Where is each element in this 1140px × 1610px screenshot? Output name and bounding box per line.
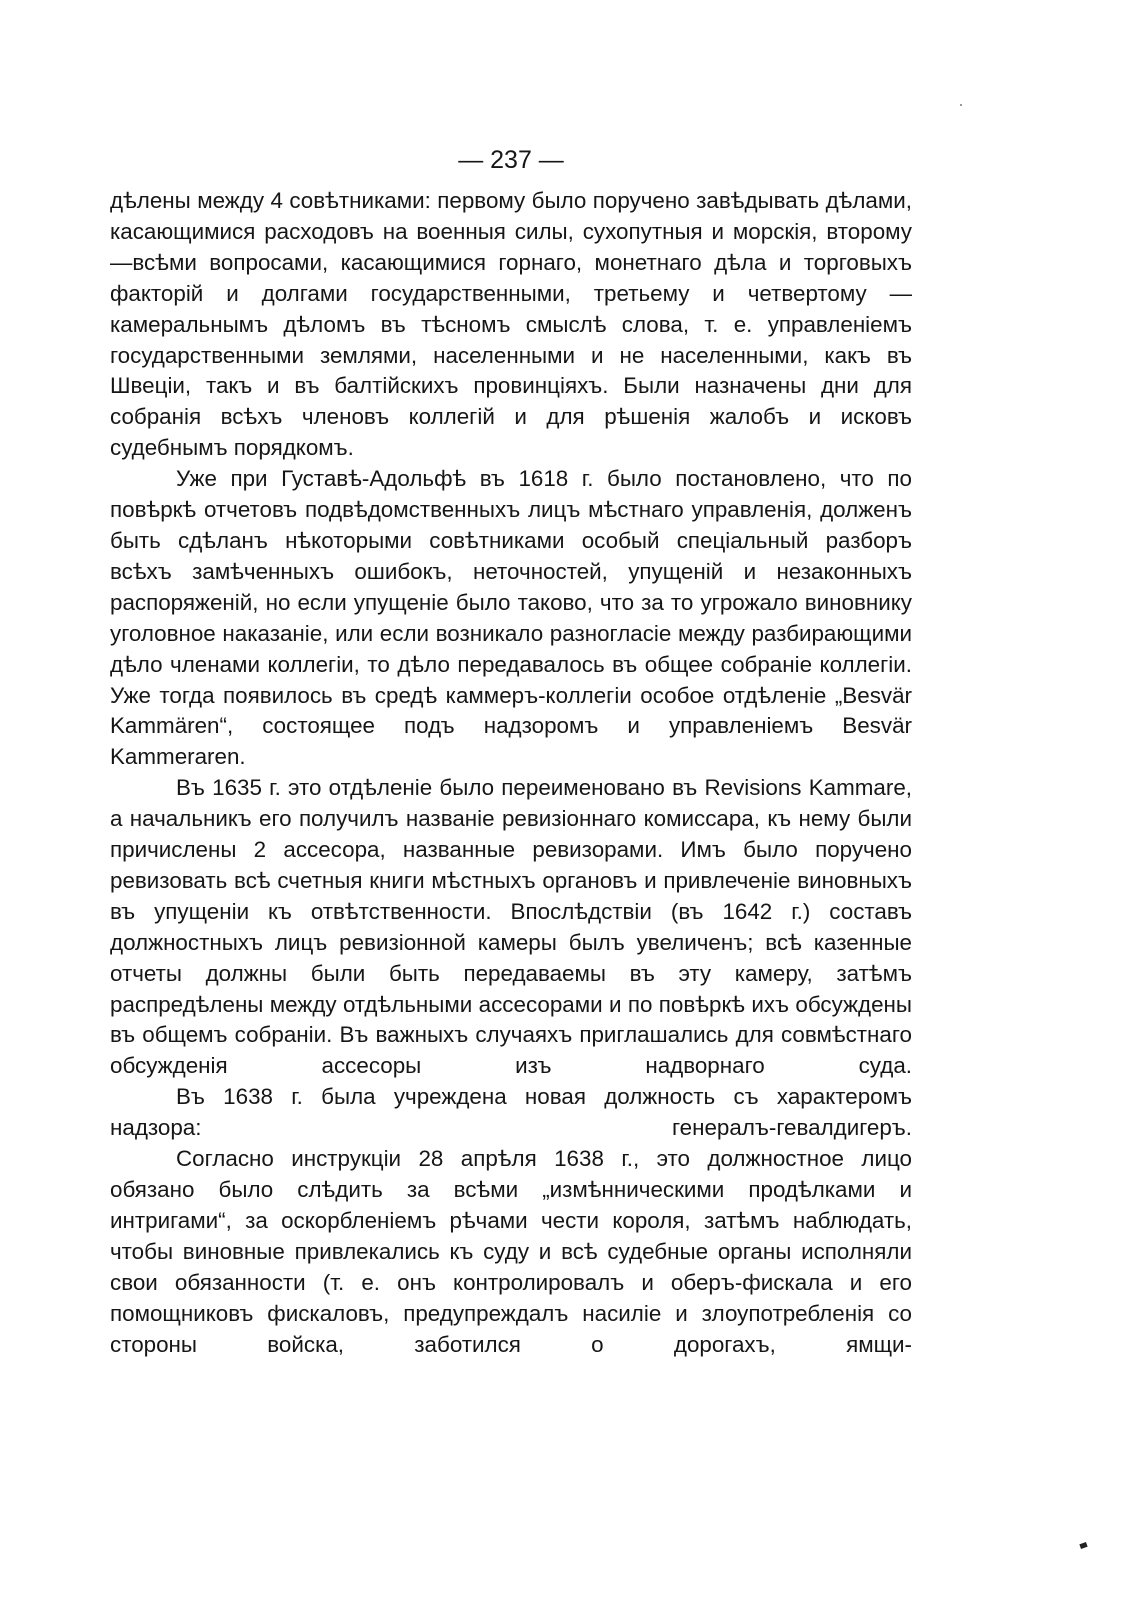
- paragraph-5: Согласно инструкціи 28 апрѣля 1638 г., это должностное лицо обязано было слѣдить за всѣми „измѣнническими продѣлками и интригами“, за оскорбленіемъ рѣчами чести короля, затѣмъ наблюдать, чтобы виновные привлекались къ суду и всѣ судебные органы исполняли свои обязанности (т. е. онъ контролировалъ и оберъ-фискала и его помощниковъ фискаловъ, предупреждалъ насиліе и злоупотребленія со стороны войска, заботился о дорогахъ, ямщи-: [110, 1146, 912, 1357]
- scan-speck: [960, 104, 962, 106]
- page-number: — 237 —: [458, 146, 564, 174]
- scan-speck: [1079, 1542, 1087, 1549]
- paragraph-4: Въ 1638 г. была учреждена новая должность съ характеромъ надзора: генералъ-гевалдигеръ.: [110, 1084, 912, 1141]
- paragraph-2: Уже при Густавѣ-Адольфѣ въ 1618 г. было постановлено, что по повѣркѣ отчетовъ подвѣдомственныхъ лицъ мѣстнаго управленія, долженъ быть сдѣланъ нѣкоторыми совѣтниками особый спеціальный разборъ всѣхъ замѣченныхъ ошибокъ, неточностей, упущеній и незаконныхъ распоряженій, но если упущеніе было таково, что за то угрожало виновнику уголовное наказаніе, или если возникало разногласіе между разбирающими дѣло членами коллегіи, то дѣло передавалось въ общее собраніе коллегіи. Уже тогда появилось въ средѣ каммеръ-коллегіи особое отдѣленіе „Besvär Kammären“, состоящее подъ надзоромъ и управленіемъ Besvär Kammeraren.: [110, 466, 912, 770]
- paragraph-3: Въ 1635 г. это отдѣленіе было переименовано въ Revisions Kammare, а начальникъ его получилъ названіе ревизіоннаго комиссара, къ нему были причислены 2 ассесора, названные ревизорами. Имъ было поручено ревизовать всѣ счетныя книги мѣстныхъ органовъ и привлеченіе виновныхъ въ упущеніи къ отвѣтственности. Впослѣдствіи (въ 1642 г.) составъ должностныхъ лицъ ревизіонной камеры былъ увеличенъ; всѣ казенные отчеты должны были быть передаваемы въ эту камеру, затѣмъ распредѣлены между отдѣльными ассесорами и по повѣркѣ ихъ обсуждены въ общемъ собраніи. Въ важныхъ случаяхъ приглашались для совмѣстнаго обсужденія ассесоры изъ надворнаго суда.: [110, 775, 912, 1079]
- paragraph-1: дѣлены между 4 совѣтниками: первому было поручено завѣдывать дѣлами, касающимися расходовъ на военныя силы, сухопутныя и морскія, второму—всѣми вопросами, касающимися горнаго, монетнаго дѣла и торговыхъ факторій и долгами государственными, третьему и четвертому — камеральнымъ дѣломъ въ тѣсномъ смыслѣ слова, т. е. управленіемъ государственными землями, населенными и не населенными, какъ въ Швеціи, такъ и въ балтійскихъ провинціяхъ. Были назначены дни для собранія всѣхъ членовъ коллегій и для рѣшенія жалобъ и исковъ судебнымъ порядкомъ.: [110, 188, 912, 461]
- book-page: [110, 140, 912, 1360]
